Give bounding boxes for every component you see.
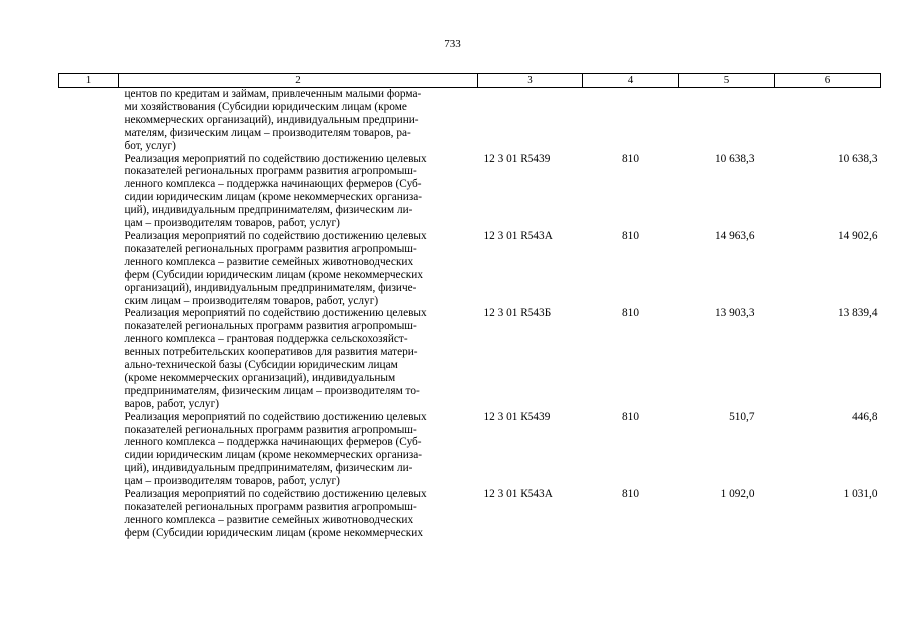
expense-type-cell: [583, 88, 679, 153]
target-code-cell: [478, 88, 583, 153]
expense-type-cell: 810: [622, 307, 639, 320]
description-cell: Реализация мероприятий по содействию достижению целевых показателей региональных программ развития агропромыш- ленного комплекса – поддержка начинающих фермеров (Суб- сидии юридическим лицам (кроме некоммерческих организа- ций), индивидуальным предпринимателям, физическим ли- цам – производителям товаров, работ, услуг): [124, 410, 427, 488]
table-row: [59, 230, 881, 307]
target-code-cell: 12 3 01 К5439: [483, 410, 551, 423]
table-row: [59, 488, 881, 540]
row-number-cell: [59, 488, 119, 540]
amount-planned-cell: [679, 88, 775, 153]
row-number-cell: [59, 411, 119, 488]
amount-planned-cell: 13 903,3: [714, 307, 755, 320]
amount-actual-cell: [775, 88, 881, 153]
amount-actual-cell: 10 638,3: [837, 152, 878, 165]
column-header-3: 3: [478, 74, 583, 88]
target-code-cell: 12 3 01 R543А: [483, 229, 553, 242]
amount-planned-cell: 1 092,0: [720, 488, 755, 501]
amount-actual-cell: 13 839,4: [837, 307, 878, 320]
target-code-cell: 12 3 01 К543А: [483, 488, 553, 501]
description-cell: центов по кредитам и займам, привлеченным малыми форма- ми хозяйствования (Субсидии юридическим лицам (кроме некоммерческих организаций), индивидуальным предприни- мателям, физическим лицам – производителям товаров, ра- бот, услуг): [124, 88, 422, 152]
amount-actual-cell: 1 031,0: [843, 488, 878, 501]
target-code-cell: 12 3 01 R5439: [483, 152, 551, 165]
amount-actual-cell: 14 902,6: [837, 229, 878, 242]
row-number-cell: [59, 307, 119, 410]
expense-type-cell: 810: [622, 488, 639, 501]
column-header-6: 6: [775, 74, 881, 88]
table-row: [59, 153, 881, 230]
row-number-cell: [59, 230, 119, 307]
amount-planned-cell: 510,7: [729, 410, 755, 423]
expense-type-cell: 810: [622, 229, 639, 242]
expense-type-cell: 810: [622, 410, 639, 423]
row-number-cell: [59, 153, 119, 230]
column-header-2: 2: [119, 74, 478, 88]
table-header-row: [59, 74, 881, 88]
target-code-cell: 12 3 01 R543Б: [483, 307, 552, 320]
description-cell: Реализация мероприятий по содействию достижению целевых показателей региональных программ развития агропромыш- ленного комплекса – развитие семейных животноводческих ферм (Субсидии юридическим лицам (кроме некоммерческих: [124, 488, 427, 539]
description-cell: Реализация мероприятий по содействию достижению целевых показателей региональных программ развития агропромыш- ленного комплекса – поддержка начинающих фермеров (Суб- сидии юридическим лицам (кроме некоммерческих организа- ций), индивидуальным предпринимателям, физическим ли- цам – производителям товаров, работ, услуг): [124, 152, 427, 230]
expense-type-cell: 810: [622, 152, 639, 165]
amount-actual-cell: 446,8: [852, 410, 878, 423]
description-cell: Реализация мероприятий по содействию достижению целевых показателей региональных программ развития агропромыш- ленного комплекса – развитие семейных животноводческих ферм (Субсидии юридическим лицам (кроме некоммерческих организаций), индивидуальным предпринимателям, физиче- ским лицам – производителям товаров, работ, услуг): [124, 229, 427, 307]
amount-planned-cell: 14 963,6: [714, 229, 755, 242]
table-row: [59, 411, 881, 488]
description-cell: Реализация мероприятий по содействию достижению целевых показателей региональных программ развития агропромыш- ленного комплекса – грантовая поддержка сельскохозяйст- венных потребительских кооперативов для развития матери- ально-технической базы (Субсидии юридическим лицам (кроме некоммерческих организаций), индивидуальным предпринимателям, физическим лицам – производителям то- варов, работ, услуг): [124, 307, 427, 410]
row-number-cell: [59, 88, 119, 153]
column-header-1: 1: [59, 74, 119, 88]
table-row: [59, 88, 881, 153]
column-header-5: 5: [679, 74, 775, 88]
amount-planned-cell: 10 638,3: [714, 152, 755, 165]
budget-table: [58, 73, 881, 540]
column-header-4: 4: [583, 74, 679, 88]
table-row: [59, 307, 881, 410]
page-number: 733: [444, 38, 461, 50]
